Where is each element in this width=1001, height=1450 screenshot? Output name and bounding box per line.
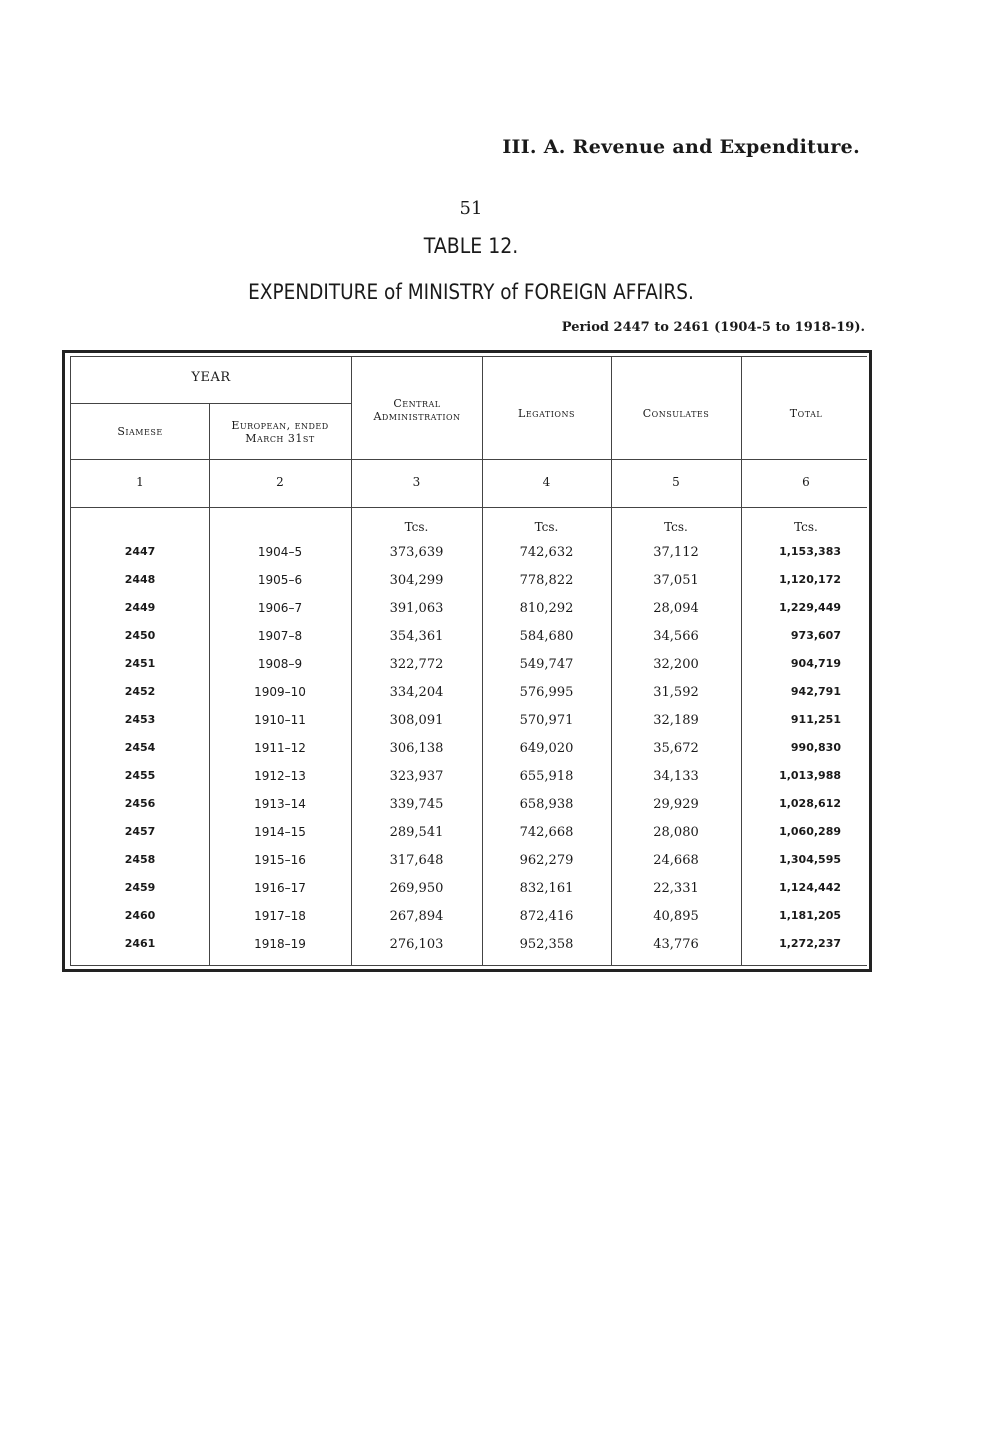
- consulates-cell: 29,929: [653, 797, 699, 812]
- total-cell: 1,013,988: [779, 769, 841, 782]
- siamese-year-cell: 2454: [124, 741, 156, 754]
- table-number: TABLE 12.: [423, 234, 519, 258]
- legations-cell: 872,416: [519, 909, 574, 924]
- central-administration-cell: 339,745: [389, 797, 444, 812]
- period-caption: Period 2447 to 2461 (1904-5 to 1918-19).: [561, 320, 865, 335]
- legations-cell: 655,918: [519, 769, 574, 784]
- consulates-cell: 34,566: [653, 629, 699, 644]
- total-cell: 1,181,205: [779, 909, 841, 922]
- central-administration-cell: 373,639: [389, 545, 444, 560]
- table-row: [71, 741, 867, 769]
- european-year-cell: 1907–8: [257, 629, 303, 643]
- legations-cell: 810,292: [519, 601, 574, 616]
- column-number: 4: [542, 475, 551, 489]
- central-administration-cell: 323,937: [389, 769, 444, 784]
- row-rule: [71, 459, 867, 460]
- header-legations: Legations: [518, 407, 575, 420]
- header-central-administration: Central Administration: [373, 397, 461, 423]
- section-title: III. A. Revenue and Expenditure.: [502, 136, 860, 158]
- central-administration-cell: 391,063: [389, 601, 444, 616]
- row-rule: [71, 403, 351, 404]
- siamese-year-cell: 2450: [124, 629, 156, 642]
- unit-label: Tcs.: [664, 520, 688, 534]
- total-cell: 1,304,595: [779, 853, 841, 866]
- central-administration-cell: 308,091: [389, 713, 444, 728]
- column-number: 5: [672, 475, 680, 489]
- siamese-year-cell: 2447: [124, 545, 156, 558]
- central-administration-cell: 354,361: [389, 629, 444, 644]
- table-row: [71, 825, 867, 853]
- european-year-cell: 1909–10: [254, 685, 306, 699]
- european-year-cell: 1918–19: [254, 937, 306, 951]
- european-year-cell: 1917–18: [254, 909, 306, 923]
- siamese-year-cell: 2459: [124, 881, 156, 894]
- table-row: [71, 713, 867, 741]
- european-year-cell: 1916–17: [254, 881, 306, 895]
- legations-cell: 649,020: [519, 741, 574, 756]
- consulates-cell: 43,776: [653, 937, 699, 952]
- consulates-cell: 40,895: [653, 909, 699, 924]
- siamese-year-cell: 2457: [124, 825, 156, 838]
- siamese-year-cell: 2453: [124, 713, 156, 726]
- table-row: [71, 573, 867, 601]
- unit-label: Tcs.: [534, 520, 559, 534]
- unit-label: Tcs.: [404, 520, 429, 534]
- legations-cell: 832,161: [519, 881, 574, 896]
- table-row: [71, 629, 867, 657]
- european-year-cell: 1905–6: [257, 573, 303, 587]
- total-cell: 990,830: [790, 741, 841, 754]
- central-administration-cell: 267,894: [389, 909, 444, 924]
- european-year-cell: 1913–14: [254, 797, 306, 811]
- table-row: [71, 769, 867, 797]
- siamese-year-cell: 2458: [124, 853, 156, 866]
- table-row: [71, 853, 867, 881]
- consulates-cell: 28,094: [653, 601, 699, 616]
- total-cell: 973,607: [790, 629, 841, 642]
- legations-cell: 658,938: [519, 797, 574, 812]
- consulates-cell: 37,112: [653, 545, 699, 560]
- legations-cell: 584,680: [519, 629, 574, 644]
- european-year-cell: 1908–9: [257, 657, 303, 671]
- european-year-cell: 1904–5: [257, 545, 303, 559]
- consulates-cell: 34,133: [653, 769, 699, 784]
- total-cell: 1,060,289: [779, 825, 841, 838]
- consulates-cell: 37,051: [653, 573, 699, 588]
- total-cell: 1,229,449: [779, 601, 841, 614]
- siamese-year-cell: 2449: [124, 601, 156, 614]
- central-administration-cell: 334,204: [389, 685, 444, 700]
- siamese-year-cell: 2452: [124, 685, 156, 698]
- european-year-cell: 1912–13: [254, 769, 306, 783]
- central-administration-cell: 276,103: [389, 937, 444, 952]
- european-year-cell: 1910–11: [254, 713, 306, 727]
- consulates-cell: 22,331: [653, 881, 699, 896]
- central-administration-cell: 304,299: [389, 573, 444, 588]
- siamese-year-cell: 2461: [124, 937, 156, 950]
- european-year-cell: 1915–16: [254, 853, 306, 867]
- legations-cell: 962,279: [519, 853, 574, 868]
- column-number: 6: [802, 475, 810, 489]
- unit-label: Tcs.: [794, 520, 818, 534]
- row-rule: [71, 507, 867, 508]
- consulates-cell: 35,672: [653, 741, 699, 756]
- legations-cell: 549,747: [519, 657, 574, 672]
- total-cell: 1,120,172: [779, 573, 841, 586]
- central-administration-cell: 269,950: [389, 881, 444, 896]
- consulates-cell: 31,592: [653, 685, 699, 700]
- siamese-year-cell: 2451: [124, 657, 156, 670]
- consulates-cell: 32,200: [653, 657, 699, 672]
- header-total: Total: [789, 407, 823, 420]
- total-cell: 942,791: [790, 685, 841, 698]
- table-row: [71, 545, 867, 573]
- central-administration-cell: 306,138: [389, 741, 444, 756]
- legations-cell: 742,632: [519, 545, 574, 560]
- european-year-cell: 1906–7: [257, 601, 303, 615]
- siamese-year-cell: 2456: [124, 797, 156, 810]
- header-european: European, ended March 31st: [231, 419, 329, 445]
- total-cell: 904,719: [790, 657, 841, 670]
- total-cell: 1,028,612: [779, 797, 841, 810]
- siamese-year-cell: 2448: [124, 573, 156, 586]
- legations-cell: 570,971: [519, 713, 574, 728]
- table-row: [71, 937, 867, 965]
- central-administration-cell: 289,541: [389, 825, 444, 840]
- expenditure-table: [62, 350, 872, 972]
- table-row: [71, 657, 867, 685]
- column-number: 2: [276, 475, 284, 489]
- column-number: 3: [412, 475, 421, 489]
- siamese-year-cell: 2460: [124, 909, 156, 922]
- legations-cell: 742,668: [519, 825, 574, 840]
- total-cell: 1,153,383: [779, 545, 841, 558]
- total-cell: 1,124,442: [779, 881, 841, 894]
- european-year-cell: 1911–12: [254, 741, 306, 755]
- table-body: [70, 356, 867, 966]
- central-administration-cell: 317,648: [389, 853, 444, 868]
- total-cell: 911,251: [790, 713, 841, 726]
- table-row: [71, 601, 867, 629]
- legations-cell: 952,358: [519, 937, 574, 952]
- header-siamese: Siamese: [117, 425, 163, 438]
- total-cell: 1,272,237: [779, 937, 841, 950]
- european-year-cell: 1914–15: [254, 825, 306, 839]
- page-number: 51: [459, 198, 483, 219]
- table-row: [71, 797, 867, 825]
- consulates-cell: 24,668: [653, 853, 699, 868]
- table-row: [71, 685, 867, 713]
- table-row: [71, 909, 867, 937]
- header-consulates: Consulates: [642, 407, 710, 420]
- central-administration-cell: 322,772: [389, 657, 444, 672]
- column-number: 1: [136, 475, 144, 489]
- consulates-cell: 32,189: [653, 713, 699, 728]
- table-title: EXPENDITURE of MINISTRY of FOREIGN AFFAIRS.: [248, 280, 694, 304]
- legations-cell: 778,822: [519, 573, 574, 588]
- table-row: [71, 881, 867, 909]
- siamese-year-cell: 2455: [124, 769, 156, 782]
- consulates-cell: 28,080: [653, 825, 699, 840]
- legations-cell: 576,995: [519, 685, 574, 700]
- header-year: YEAR: [191, 370, 231, 385]
